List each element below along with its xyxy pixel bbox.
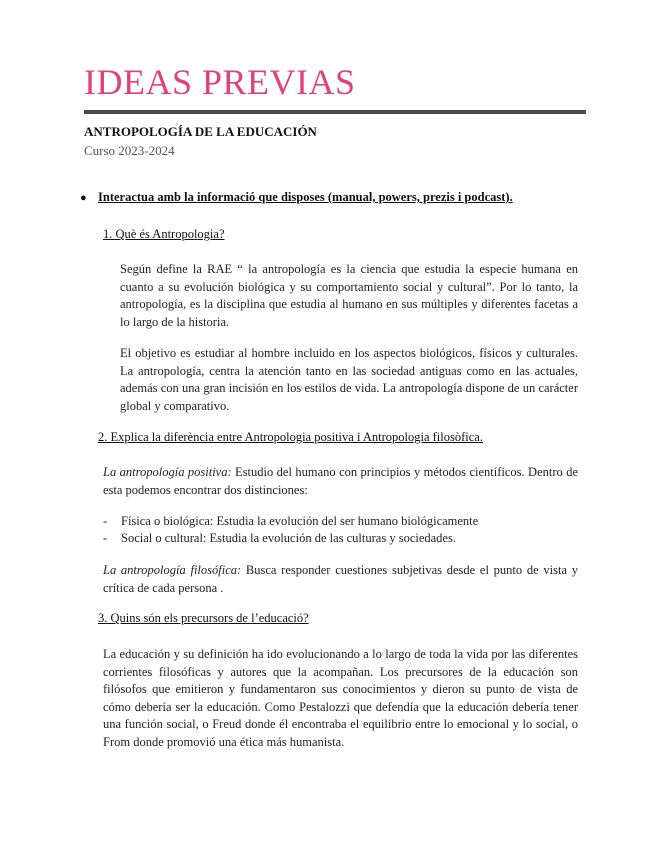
list-item-text: Física o biológica: Estudia la evolución del ser humano biológicamente	[121, 514, 479, 528]
question-3: 3. Quins són els precursors de l’educació?	[98, 611, 309, 625]
dash-marker: -	[103, 531, 108, 545]
answer-1-paragraph-2: El objetivo es estudiar al hombre incluido en los aspectos biológicos, físicos y culturales. La antropología, centra la atención tanto en las sociedad antiguas como en las actuales, además con una gran incisión en los estilos de vida. La antropología dispone de un carácter global y comparativo.	[120, 346, 578, 413]
answer-1-paragraph-1: Según define la RAE “ la antropología es la ciencia que estudia la especie humana en cuanto a su evolución biológica y su comportamiento social y cultural”. Por lo tanto, la antropología, es la disciplina que estudia al humano en sus múltiples y diferentes facetas a lo largo de la historia.	[120, 262, 578, 329]
dash-marker: -	[103, 514, 108, 528]
philosophical-anthropology-text: Busca responder cuestiones subjetivas desde el punto de vista y crítica de cada persona .	[103, 563, 578, 595]
bullet-dot-icon: ●	[80, 192, 87, 204]
answer-3-paragraph: La educación y su definición ha ido evolucionando a lo largo de toda la vida por las diferentes corrientes filosóficas y autores que la acompañan. Los precursores de la educación son filósofos que emitieron y fundamentaron sus conocimientos y dieron su punto de vista de cómo debería ser la educación. Como Pestalozzi que defendía que la educación debería tener una función social, o Freud donde él encontraba el equilibrio entre lo emocional y lo social, o From donde promovió una ética más humanista.	[103, 647, 578, 749]
question-1: 1. Què és Antropologia?	[103, 227, 225, 241]
philosophical-anthropology-paragraph	[103, 562, 578, 597]
page-title: IDEAS PREVIAS	[84, 62, 356, 102]
task-instruction: Interactua amb la informació que disposes (manual, powers, prezis i podcast).	[98, 190, 513, 204]
course-label: Curso 2023-2024	[84, 143, 175, 158]
subject-heading: ANTROPOLOGÍA DE LA EDUCACIÓN	[84, 124, 317, 139]
positive-anthropology-paragraph	[103, 464, 578, 499]
positive-anthropology-text: Estudio del humano con principios y métodos científicos. Dentro de esta podemos encontrar dos distinciones:	[103, 465, 578, 497]
title-divider	[84, 110, 586, 114]
list-item-text: Social o cultural: Estudia la evolución de las culturas y sociedades.	[121, 531, 456, 545]
positive-anthropology-label: La antropología positiva:	[103, 465, 232, 479]
list-item	[103, 514, 478, 529]
list-item	[103, 531, 456, 546]
philosophical-anthropology-label: La antropología filosófica:	[103, 563, 242, 577]
question-2: 2. Explica la diferència entre Antropologia positiva i Antropologia filosòfica.	[98, 430, 483, 444]
